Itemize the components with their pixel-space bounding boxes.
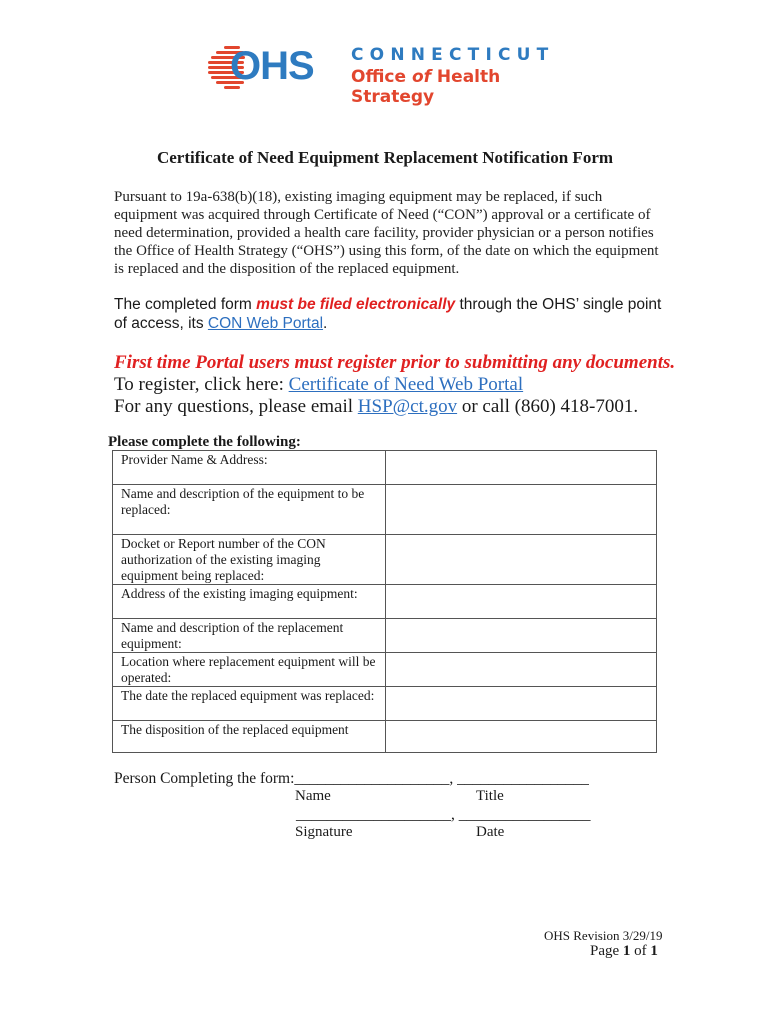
filing-instructions: The completed form must be filed electronically through the OHS’ single point of access, its CON Web Portal. (114, 296, 662, 332)
field-label: Docket or Report number of the CON authorization of the existing imaging equipment being replaced: (113, 535, 386, 585)
field-label: The date the replaced equipment was replaced: (113, 687, 386, 721)
field-label: Provider Name & Address: (113, 451, 386, 485)
intro-paragraph: Pursuant to 19a-638(b)(18), existing imaging equipment may be replaced, if such equipment was acquired through Certificate of Need (“CON”) approval or a certificate of need determination, provided a health care facility, provider physician or a person notifies the Office of Health Strategy (“OHS”) using this form, of the date on which the equipment is replaced and the disposition of the replaced equipment. (114, 189, 659, 277)
form-title: Certificate of Need Equipment Replacement Notification Form (156, 148, 614, 167)
table-row (113, 485, 657, 535)
table-row (113, 451, 657, 485)
con-web-portal-register-link[interactable]: Certificate of Need Web Portal (288, 374, 524, 395)
field-label: Name and description of the equipment to be replaced: (113, 485, 386, 535)
table-row (113, 619, 657, 653)
replacement-form-table (112, 450, 657, 753)
field-label: Location where replacement equipment will be operated: (113, 653, 386, 687)
docket-number-field[interactable] (386, 535, 657, 585)
register-line: To register, click here: Certificate of Need Web Portal (114, 374, 524, 395)
replacement-equipment-field[interactable] (386, 619, 657, 653)
first-time-notice: First time Portal users must register prior to submitting any documents. (114, 352, 676, 373)
table-row (113, 653, 657, 687)
con-web-portal-link[interactable]: CON Web Portal (207, 315, 324, 332)
form-heading: Please complete the following: (108, 434, 301, 450)
logo-office-name: Office of Health Strategy (351, 67, 501, 107)
ohs-logo (208, 40, 568, 107)
questions-line: For any questions, please email HSP@ct.gov or call (860) 418-7001. (114, 396, 639, 417)
table-row (113, 721, 657, 753)
revision-note: OHS Revision 3/29/19 (544, 928, 663, 943)
field-label: Name and description of the replacement equipment: (113, 619, 386, 653)
existing-equipment-address-field[interactable] (386, 585, 657, 619)
date-label: Date (476, 824, 505, 840)
table-row (113, 535, 657, 585)
provider-name-address-field[interactable] (386, 451, 657, 485)
equipment-description-field[interactable] (386, 485, 657, 535)
table-row (113, 585, 657, 619)
title-label: Title (476, 788, 504, 804)
name-label: Name (295, 788, 331, 804)
disposition-field[interactable] (386, 721, 657, 753)
name-title-blank[interactable]: ____________________, _________________ (294, 770, 589, 787)
signature-label: Signature (295, 824, 353, 840)
replacement-location-field[interactable] (386, 653, 657, 687)
table-row (113, 687, 657, 721)
signature-date-blank[interactable]: ____________________, _________________ (296, 806, 591, 823)
page-number: Page 1 of 1 (590, 943, 658, 959)
replacement-date-field[interactable] (386, 687, 657, 721)
field-label: Address of the existing imaging equipment: (113, 585, 386, 619)
logo-abbr: OHS (230, 44, 314, 88)
field-label: The disposition of the replaced equipment (113, 721, 386, 753)
person-completing-line: Person Completing the form:____________________, _________________ (114, 770, 589, 787)
logo-state: CONNECTICUT (351, 45, 555, 65)
email-link[interactable]: HSP@ct.gov (357, 396, 458, 417)
